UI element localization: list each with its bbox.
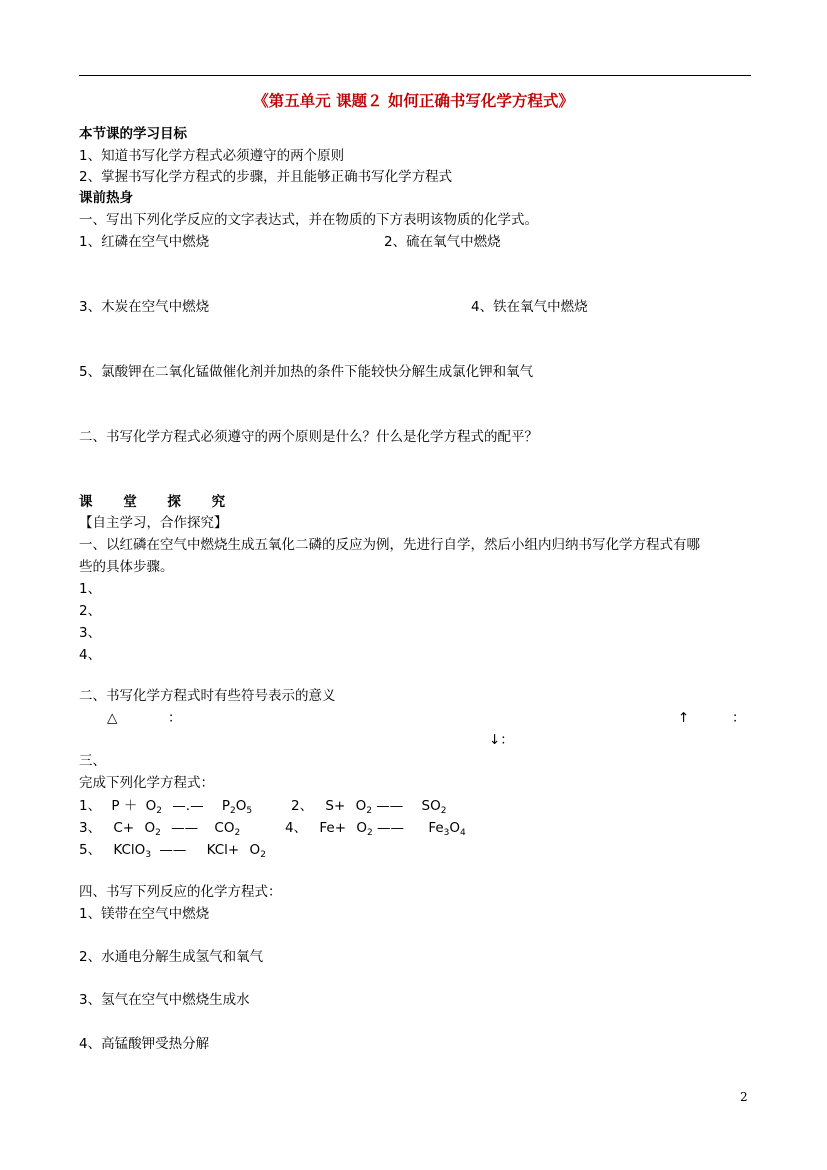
objectives-heading: 本节课的学习目标	[79, 126, 187, 142]
explore-question-1-line-2: 些的具体步骤。	[79, 559, 174, 575]
explore-reaction-1: 1、镁带在空气中燃烧	[79, 906, 210, 922]
gas-up-arrow-symbol: ↑	[678, 710, 690, 726]
explore-heading: 课 堂 探 究	[79, 494, 239, 510]
equation-3: 3、 $C+ O_2$ —— $CO_2$	[79, 820, 241, 838]
explore-question-3: 三、	[79, 753, 106, 769]
page-number: 2	[740, 1090, 748, 1104]
warmup-reaction-5: 5、氯酸钾在二氧化锰做催化剂并加热的条件下能较快分解生成氯化钾和氧气	[79, 364, 534, 380]
objective-item-2: 2、掌握书写化学方程式的步骤，并且能够正确书写化学方程式	[79, 169, 453, 185]
warmup-question-1: 一、写出下列化学反应的文字表达式，并在物质的下方表明该物质的化学式。	[79, 212, 538, 228]
explore-question-3-instruction: 完成下列化学方程式：	[79, 775, 214, 791]
equation-2: 2、 $S+ O_2$ —— $SO_2$	[291, 798, 447, 816]
equation-5: 5、 KClO$_3$ —— $KCl+ O_2$	[79, 842, 266, 860]
warmup-reaction-1: 1、红磷在空气中燃烧	[79, 234, 210, 250]
heat-symbol: △	[107, 710, 118, 726]
heat-symbol-colon: ：	[168, 710, 182, 726]
explore-subheading: 【自主学习，合作探究】	[79, 515, 228, 531]
gas-up-arrow-colon: ：	[732, 710, 746, 726]
warmup-reaction-4: 4、铁在氧气中燃烧	[471, 299, 588, 315]
warmup-reaction-3: 3、木炭在空气中燃烧	[79, 299, 210, 315]
page-title: 《第五单元 课题２ 如何正确书写化学方程式》	[253, 92, 574, 110]
step-2: 2、	[79, 603, 102, 619]
explore-question-2: 二、书写化学方程式时有些符号表示的意义	[79, 688, 336, 704]
equation-1: 1、 $P + O_2$ —.— $P_2O_5$	[79, 798, 253, 816]
step-1: 1、	[79, 581, 102, 597]
step-4: 4、	[79, 647, 102, 663]
precipitate-down-arrow-symbol: ↓：	[489, 732, 514, 748]
header-rule	[79, 75, 751, 76]
explore-reaction-3: 3、氢气在空气中燃烧生成水	[79, 992, 250, 1008]
warmup-question-2: 二、书写化学方程式必须遵守的两个原则是什么？什么是化学方程式的配平？	[79, 429, 538, 445]
explore-question-4: 四、书写下列反应的化学方程式：	[79, 884, 282, 900]
explore-reaction-2: 2、水通电分解生成氢气和氧气	[79, 949, 264, 965]
objective-item-1: 1、知道书写化学方程式必须遵守的两个原则	[79, 148, 345, 164]
explore-reaction-4: 4、高锰酸钾受热分解	[79, 1036, 210, 1052]
warmup-heading: 课前热身	[79, 190, 133, 206]
step-3: 3、	[79, 625, 102, 641]
warmup-reaction-2: 2、硫在氧气中燃烧	[384, 234, 501, 250]
explore-question-1-line-1: 一、以红磷在空气中燃烧生成五氧化二磷的反应为例，先进行自学，然后小组内归纳书写化学方程式有哪	[79, 537, 700, 553]
equation-4: 4、 $Fe+ O_2$ —— $Fe_3O_4$	[285, 820, 466, 838]
